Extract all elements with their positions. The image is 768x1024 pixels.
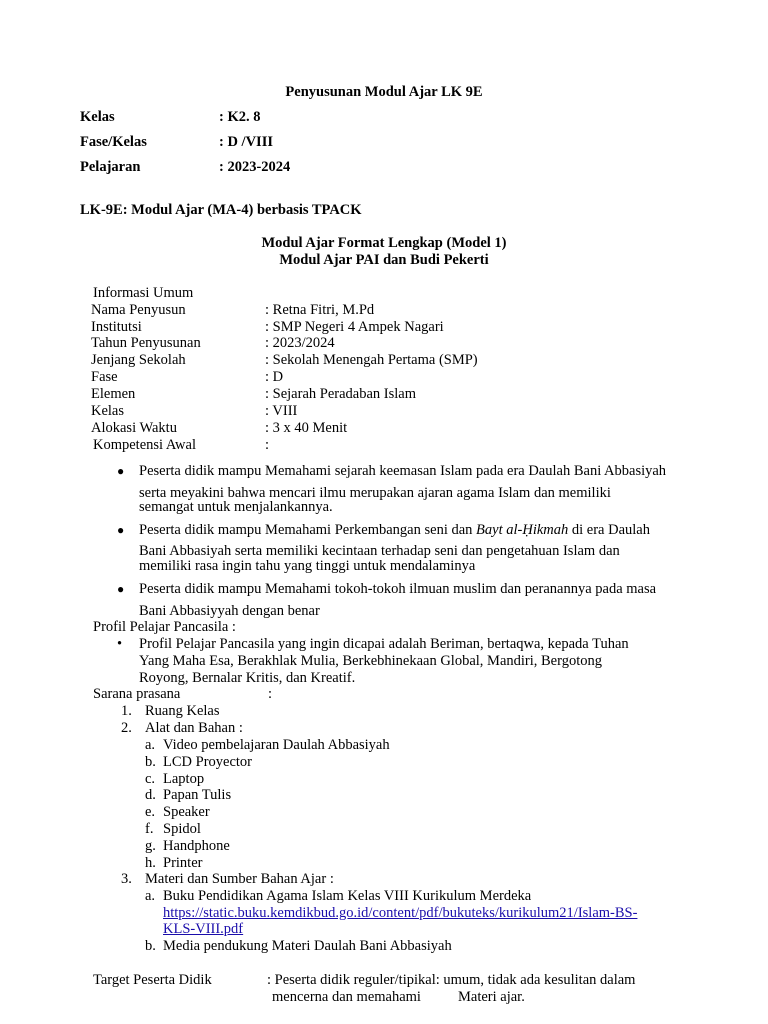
- kompetensi-2-italic: Bayt al-Ḥikmah: [476, 522, 569, 538]
- info-value: : D: [265, 369, 284, 385]
- info-value: : 3 x 40 Menit: [265, 420, 348, 436]
- header-value-kelas: : K2. 8: [219, 109, 261, 125]
- materi-item: Buku Pendidikan Agama Islam Kelas VIII Kurikulum Merdeka: [163, 888, 532, 904]
- header-label-pelajaran: Pelajaran: [80, 159, 141, 175]
- kompetensi-2-line: Bani Abbasiyah serta memiliki kecintaan terhadap seni dan pengetahuan Islam dan: [139, 543, 620, 559]
- info-value: : SMP Negeri 4 Ampek Nagari: [265, 319, 444, 335]
- profil-line: Yang Maha Esa, Berakhlak Mulia, Berkebhinekaan Global, Mandiri, Bergotong: [139, 653, 602, 669]
- kompetensi-2-line: memiliki rasa ingin tahu yang tinggi untuk mendalaminya: [139, 558, 476, 574]
- info-label: Kelas: [91, 403, 125, 419]
- kompetensi-3-line: Bani Abbasiyyah dengan benar: [139, 603, 320, 619]
- module-title-2: Modul Ajar PAI dan Budi Pekerti: [279, 252, 489, 268]
- sarana-num: 2.: [121, 720, 132, 736]
- bullet-icon: •: [117, 636, 123, 652]
- info-label: Tahun Penyusunan: [91, 335, 201, 351]
- kompetensi-2-line: [139, 522, 650, 539]
- alat-num: e.: [145, 804, 156, 820]
- profil-heading: Profil Pelajar Pancasila :: [93, 619, 236, 635]
- alat-item: Spidol: [163, 821, 201, 837]
- alat-num: h.: [145, 855, 156, 871]
- sarana-item: Ruang Kelas: [145, 703, 220, 719]
- bullet-icon: ●: [117, 523, 125, 537]
- kompetensi-2-text: Peserta didik mampu Memahami Perkembangan seni dan: [139, 522, 473, 538]
- alat-num: f.: [145, 821, 154, 837]
- alat-num: c.: [145, 771, 156, 787]
- header-value-fase: : D /VIII: [219, 134, 273, 150]
- kompetensi-3-line: Peserta didik mampu Memahami tokoh-tokoh ilmuan muslim dan peranannya pada masa: [139, 581, 657, 597]
- info-value: : Sekolah Menengah Pertama (SMP): [265, 352, 478, 368]
- kompetensi-1-line: serta meyakini bahwa mencari ilmu merupakan ajaran agama Islam dan memiliki: [139, 485, 611, 501]
- alat-item: LCD Proyector: [163, 754, 252, 770]
- info-label: Alokasi Waktu: [91, 420, 177, 436]
- alat-item: Speaker: [163, 804, 210, 820]
- target-line: Materi ajar.: [458, 989, 525, 1005]
- info-label: Jenjang Sekolah: [91, 352, 186, 368]
- kompetensi-1-line: Peserta didik mampu Memahami sejarah keemasan Islam pada era Daulah Bani Abbasiyah: [139, 463, 667, 479]
- info-label: Nama Penyusun: [91, 302, 186, 318]
- kompetensi-2-text: di era Daulah: [571, 522, 650, 538]
- sarana-item: Alat dan Bahan :: [145, 720, 243, 736]
- header-label-fase: Fase/Kelas: [80, 134, 147, 150]
- info-value: : Retna Fitri, M.Pd: [265, 302, 375, 318]
- alat-item: Laptop: [163, 771, 205, 787]
- header-value-pelajaran: : 2023-2024: [219, 159, 291, 175]
- info-label: Kompetensi Awal: [93, 437, 196, 453]
- materi-num: a.: [145, 888, 156, 904]
- book-link[interactable]: https://static.buku.kemdikbud.go.id/content/pdf/bukuteks/kurikulum21/Islam-BS-: [163, 905, 638, 921]
- kompetensi-1-line: semangat untuk menjalankannya.: [139, 499, 333, 515]
- target-line: : Peserta didik reguler/tipikal: umum, tidak ada kesulitan dalam: [267, 972, 636, 988]
- info-label: Elemen: [91, 386, 136, 402]
- alat-num: b.: [145, 754, 156, 770]
- lk-title: LK-9E: Modul Ajar (MA-4) berbasis TPACK: [80, 202, 362, 218]
- alat-num: a.: [145, 737, 156, 753]
- target-line: mencerna dan memahami: [272, 989, 421, 1005]
- info-label: Institutsi: [91, 319, 142, 335]
- sarana-colon: :: [268, 686, 273, 702]
- alat-num: d.: [145, 787, 156, 803]
- target-label: Target Peserta Didik: [93, 972, 212, 988]
- document-title: Penyusunan Modul Ajar LK 9E: [285, 84, 483, 100]
- info-heading: Informasi Umum: [93, 285, 194, 301]
- info-value: : VIII: [265, 403, 298, 419]
- alat-item: Handphone: [163, 838, 230, 854]
- info-value: : 2023/2024: [265, 335, 335, 351]
- sarana-num: 1.: [121, 703, 132, 719]
- module-title-1: Modul Ajar Format Lengkap (Model 1): [261, 235, 507, 251]
- bullet-icon: ●: [117, 582, 125, 596]
- materi-num: b.: [145, 938, 156, 954]
- sarana-num: 3.: [121, 871, 132, 887]
- info-value: :: [265, 437, 270, 453]
- profil-line: Profil Pelajar Pancasila yang ingin dicapai adalah Beriman, bertaqwa, kepada Tuhan: [139, 636, 629, 652]
- sarana-item: Materi dan Sumber Bahan Ajar :: [145, 871, 334, 887]
- alat-item: Papan Tulis: [163, 787, 232, 803]
- alat-item: Printer: [163, 855, 203, 871]
- materi-item: Media pendukung Materi Daulah Bani Abbasiyah: [163, 938, 452, 954]
- book-link[interactable]: KLS-VIII.pdf: [163, 921, 244, 937]
- bullet-icon: ●: [117, 464, 125, 478]
- alat-item: Video pembelajaran Daulah Abbasiyah: [163, 737, 390, 753]
- header-label-kelas: Kelas: [80, 109, 115, 125]
- info-value: : Sejarah Peradaban Islam: [265, 386, 416, 402]
- sarana-heading: Sarana prasana: [93, 686, 181, 702]
- alat-num: g.: [145, 838, 156, 854]
- info-label: Fase: [91, 369, 118, 385]
- profil-line: Royong, Bernalar Kritis, dan Kreatif.: [139, 670, 356, 686]
